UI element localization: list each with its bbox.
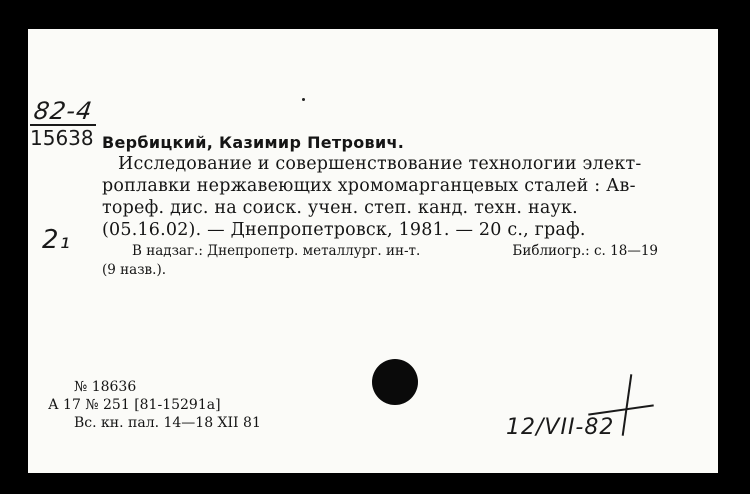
margin-mark: 2₁ (42, 225, 71, 255)
shelf-mark: 82-4 (32, 97, 95, 125)
title-line-1: Исследование и совершенствование технологии элект- (118, 154, 642, 174)
title-line-4: (05.16.02). — Днепропетровск, 1981. — 20 с., граф. (102, 220, 586, 240)
date-vertical-stroke (622, 374, 633, 436)
note-right: Библиогр.: с. 18—19 (512, 243, 658, 259)
author-heading: Вербицкий, Казимир Петрович. (102, 133, 405, 152)
ink-speck (302, 98, 305, 101)
note-left: В надзаг.: Днепропетр. металлург. ин-т. (132, 243, 421, 259)
date-strike-line (588, 404, 654, 415)
title-line-2: роплавки нержавеющих хромомарганцевых сталей : Ав- (102, 176, 636, 196)
catalog-card (28, 29, 718, 473)
handwritten-date: 12/VII-82 (506, 415, 615, 440)
inventory-number: 15638 (30, 126, 94, 150)
punch-hole (372, 359, 418, 405)
note-line-2: (9 назв.). (102, 262, 167, 278)
record-number: № 18636 (74, 379, 137, 395)
registry-entry: А 17 № 251 [81-15291а] (48, 397, 221, 413)
note-line-1 (132, 243, 658, 259)
title-line-3: тореф. дис. на соиск. учен. степ. канд. техн. наук. (102, 198, 578, 218)
book-chamber-entry: Вс. кн. пал. 14—18 XII 81 (74, 415, 261, 431)
